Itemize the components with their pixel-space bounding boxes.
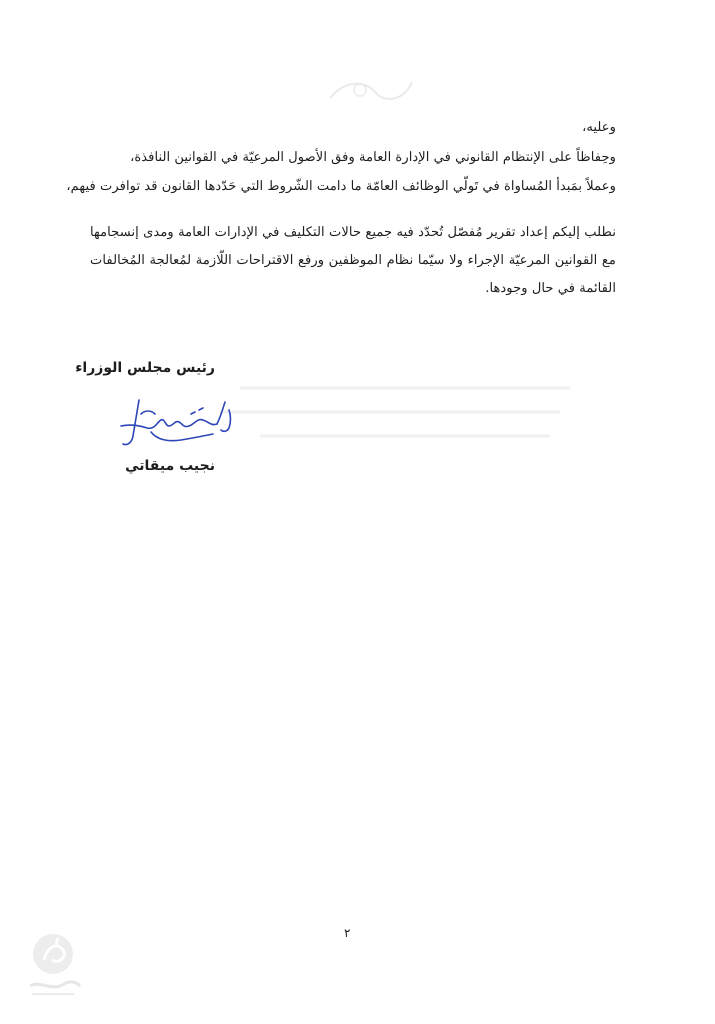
signature-block xyxy=(75,360,215,474)
signatory-title: رئيس مجلس الوزراء xyxy=(75,360,215,376)
page-number: ٢ xyxy=(344,926,351,940)
request-paragraph: نطلب إليكم إعداد تقرير مُفصّل تُحدّد فيه جميع حالات التكليف في الإدارات العامة ومدى إنسجامها مع القوانين المرعيّة الإجراء ولا سيّما نظام الموظفين ورفع الاقتراحات اللّازمة لمُعالجة المُخالفات القائمة في حال وجودها. xyxy=(90,225,616,296)
signatory-name: نجيب ميقاتي xyxy=(125,458,215,474)
faint-bleedthrough-text xyxy=(220,378,580,458)
opening-line: وعليه، xyxy=(582,120,616,135)
faint-stamp-watermark xyxy=(320,70,420,110)
corner-logo-icon xyxy=(22,930,84,1000)
letter-body xyxy=(66,118,616,303)
handwritten-signature-icon xyxy=(95,396,255,456)
whereas-clause-2: وعملاً بمَبدأ المُساواة في تَولّي الوظائف العامّة ما دامت الشّروط التي حَدّدها القانون قد توافرت فيهم، xyxy=(66,179,616,194)
whereas-clause-1: وحِفاظاً على الإنتظام القانوني في الإدارة العامة وفق الأصول المرعيّة في القوانين النافذة، xyxy=(130,150,616,165)
